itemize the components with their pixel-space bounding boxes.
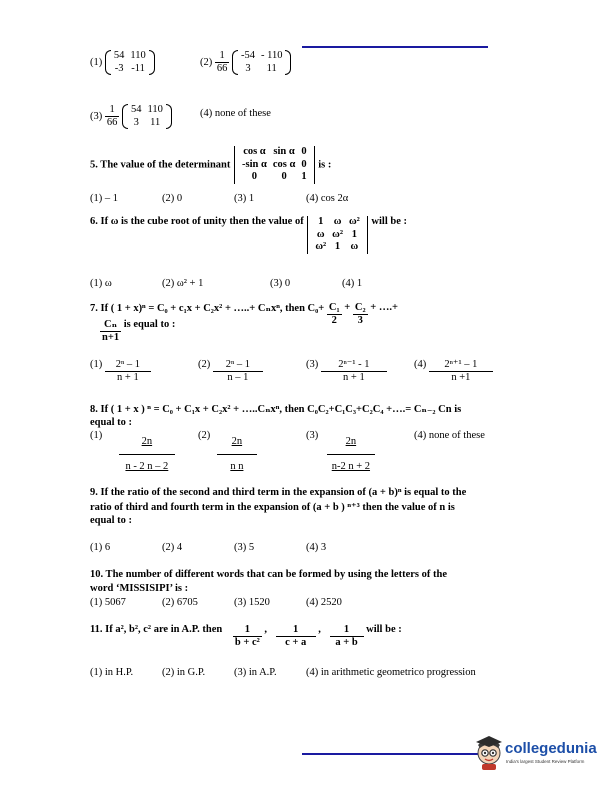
q10-option-2: (2) 6705	[162, 597, 198, 608]
frac-den: 3	[357, 315, 363, 327]
q7-option-2	[198, 359, 263, 384]
frac-num: 1	[233, 624, 262, 637]
frac-num: 1	[215, 50, 230, 63]
cell: 3	[133, 116, 139, 128]
q10-option-4: (4) 2520	[306, 597, 342, 608]
q4-option-2	[200, 50, 291, 75]
q10-option-3: (3) 1520	[234, 597, 270, 608]
q11-option-1: (1) in H.P.	[90, 667, 134, 678]
q9-option-3: (3) 5	[234, 542, 255, 553]
q8-option-3	[306, 430, 375, 479]
q7-o3-frac	[321, 359, 387, 384]
cell: ω²	[315, 241, 327, 253]
q10-line2: word ‘MISSISIPI’ is :	[90, 583, 189, 594]
q5-question	[90, 146, 331, 184]
opt-label: (1)	[90, 359, 103, 370]
cell: 0	[251, 171, 258, 183]
q6-suffix: will be :	[371, 216, 408, 228]
q8-o3-frac	[327, 430, 375, 479]
cell: 0	[281, 171, 287, 183]
cell: ω	[333, 216, 342, 227]
cell: 54	[131, 104, 142, 115]
frac-num: C₁	[327, 302, 342, 315]
q5-option-4: (4) cos 2α	[306, 193, 349, 204]
logo-tagline: India's largest Student Review Platform	[506, 759, 585, 764]
q8-option-4: (4) none of these	[414, 430, 485, 441]
opt-label: (2)	[198, 430, 211, 441]
cell: ω	[350, 241, 359, 253]
cell: -3	[114, 62, 124, 74]
q7-frac-1	[327, 302, 342, 327]
cell: cos α	[272, 158, 296, 170]
q8-option-2	[198, 430, 257, 479]
q4-o3-matrix	[122, 104, 172, 129]
cell: ω	[316, 228, 325, 240]
q11-option-4: (4) in arithmetic geometrico progression	[306, 667, 476, 678]
q6-option-1: (1) ω	[90, 278, 112, 289]
cell: 54	[113, 50, 125, 61]
q9-line2: ratio of third and fourth term in the expansion of (a + b ) ⁿ⁺³ then the value of n is	[90, 502, 455, 513]
frac-den: n + 1	[343, 372, 365, 384]
q7-line1: 7. If ( 1 + x)ⁿ = C₀ + c₁x + C₂x² + …..+ Cₙxⁿ, then C₀+	[90, 303, 325, 314]
q9-line3: equal to :	[90, 515, 132, 526]
q7-o2-frac	[213, 359, 263, 384]
frac-den: n-2 n + 2	[331, 461, 371, 473]
q5-determinant	[233, 146, 316, 184]
bottom-rule	[302, 753, 480, 755]
cell: 1	[351, 228, 357, 240]
q6-option-4: (4) 1	[342, 278, 363, 289]
q11-question	[90, 624, 402, 649]
frac-den: 66	[216, 63, 228, 75]
logo-wordmark: collegedunia	[505, 740, 597, 757]
q5-option-3: (3) 1	[234, 193, 255, 204]
frac-den: n – 1	[227, 372, 249, 384]
frac-den: n + 1	[117, 372, 139, 384]
cell: 0	[301, 158, 307, 170]
q4-o2-fraction	[215, 50, 230, 75]
q8-line2: equal to :	[90, 417, 132, 428]
q4-o2-label: (2)	[200, 57, 213, 68]
q10-line1: 10. The number of different words that can be formed by using the letters of the	[90, 569, 447, 580]
q9-option-4: (4) 3	[306, 542, 327, 553]
q7-plus: +	[344, 302, 351, 313]
q7-o4-frac	[429, 359, 493, 384]
frac-den: n+1	[102, 332, 120, 344]
cell: 3	[245, 62, 251, 74]
frac-num: C₂	[353, 302, 368, 315]
cell: 1	[318, 216, 324, 227]
q9-line1: 9. If the ratio of the second and third term in the expansion of (a + b)ⁿ is equal to the	[90, 487, 467, 498]
q11-option-2: (2) in G.P.	[162, 667, 206, 678]
cell: 0	[301, 146, 307, 157]
q8-option-1	[90, 430, 175, 479]
frac-den: a + b	[335, 637, 358, 649]
q11-frac-2	[276, 624, 316, 649]
q4-o3-label: (3)	[90, 111, 103, 122]
q11-frac-1	[233, 624, 262, 649]
frac-den: n - 2 n – 2	[125, 461, 169, 473]
cell: ω²	[348, 216, 360, 227]
q4-o2-matrix	[232, 50, 291, 75]
q7-option-3	[306, 359, 387, 384]
q11-comma: ,	[318, 624, 321, 635]
cell: 1	[334, 241, 341, 253]
frac-den: c + a	[285, 637, 307, 649]
frac-den: n +1	[451, 372, 471, 384]
opt-label: (2)	[198, 359, 211, 370]
frac-num: 1	[330, 624, 364, 637]
frac-den: 66	[106, 117, 118, 129]
frac-den: 2	[331, 315, 337, 327]
q9-option-2: (2) 4	[162, 542, 183, 553]
q8-o2-frac	[217, 430, 257, 479]
frac-den: n n	[230, 461, 244, 473]
cell: ω²	[332, 228, 343, 240]
frac-num: 2ⁿ – 1	[105, 359, 151, 372]
frac-num: Cₙ	[100, 319, 121, 332]
q6-option-3: (3) 0	[270, 278, 291, 289]
q4-option-1	[90, 50, 155, 75]
q6-option-2: (2) ω² + 1	[162, 278, 204, 289]
cell: 11	[266, 62, 277, 74]
opt-label: (3)	[306, 430, 319, 441]
cell: -54	[241, 50, 255, 61]
top-rule	[302, 46, 488, 48]
q5-prefix: 5. The value of the determinant	[90, 159, 231, 171]
frac-num: 2ⁿ⁺¹ – 1	[429, 359, 493, 372]
q4-option-4: (4) none of these	[200, 108, 271, 119]
collegedunia-logo	[474, 731, 602, 773]
q7-option-4	[414, 359, 493, 384]
frac-num: 2n	[119, 430, 175, 455]
frac-num: 2ⁿ – 1	[213, 359, 263, 372]
q11-frac-3	[330, 624, 364, 649]
q5-option-1: (1) – 1	[90, 193, 118, 204]
q6-question	[90, 216, 407, 254]
frac-num: 2ⁿ⁻¹ - 1	[321, 359, 387, 372]
q6-prefix: 6. If ω is the cube root of unity then the value of	[90, 216, 304, 227]
opt-label: (3)	[306, 359, 319, 370]
opt-label: (1)	[90, 430, 103, 441]
frac-num: 2n	[217, 430, 257, 455]
frac-num: 1	[105, 104, 120, 117]
q4-o3-fraction	[105, 104, 120, 129]
q11-option-3: (3) in A.P.	[234, 667, 277, 678]
q4-option-3	[90, 104, 172, 129]
q11-prefix: 11. If a², b², c² are in A.P. then	[90, 624, 223, 635]
cell: -sin α	[242, 158, 267, 170]
q11-comma: ,	[264, 624, 268, 635]
q9-option-1: (1) 6	[90, 542, 111, 553]
q8-o1-frac	[119, 430, 175, 479]
q5-suffix: is :	[318, 159, 332, 171]
q6-determinant	[306, 216, 368, 254]
cell: cos α	[243, 146, 266, 157]
q5-option-2: (2) 0	[162, 193, 183, 204]
mascot-icon	[474, 731, 504, 771]
q10-option-1: (1) 5067	[90, 597, 126, 608]
cell: sin α	[273, 146, 295, 157]
q7-tail: + ….+	[370, 302, 398, 313]
cell: -11	[131, 62, 145, 74]
opt-label: (4)	[414, 359, 427, 370]
cell: - 110	[261, 50, 283, 61]
cell: 11	[150, 116, 161, 128]
q11-suffix: will be :	[366, 624, 402, 635]
q7-frac-2	[353, 302, 368, 327]
frac-num: 1	[276, 624, 316, 637]
q7-frac-3	[100, 319, 121, 344]
q8-line1: 8. If ( 1 + x ) ⁿ = C₀ + C₁x + C₂x² + …..Cₙxⁿ, then C₀C₂+C₁C₃+C₂C₄ +….= Cₙ₋₂ Cn is	[90, 404, 462, 415]
frac-den: b + c²	[234, 637, 260, 649]
cell: 110	[130, 50, 146, 61]
q7-line2-text: is equal to :	[123, 319, 176, 330]
q7-o1-frac	[105, 359, 151, 384]
q4-o1-label: (1)	[90, 57, 103, 68]
frac-num: 2n	[327, 430, 375, 455]
q7-option-1	[90, 359, 151, 384]
q7-line2	[100, 319, 175, 344]
cell: 1	[301, 171, 307, 183]
q4-o1-matrix	[105, 50, 155, 75]
cell: 110	[147, 104, 163, 115]
